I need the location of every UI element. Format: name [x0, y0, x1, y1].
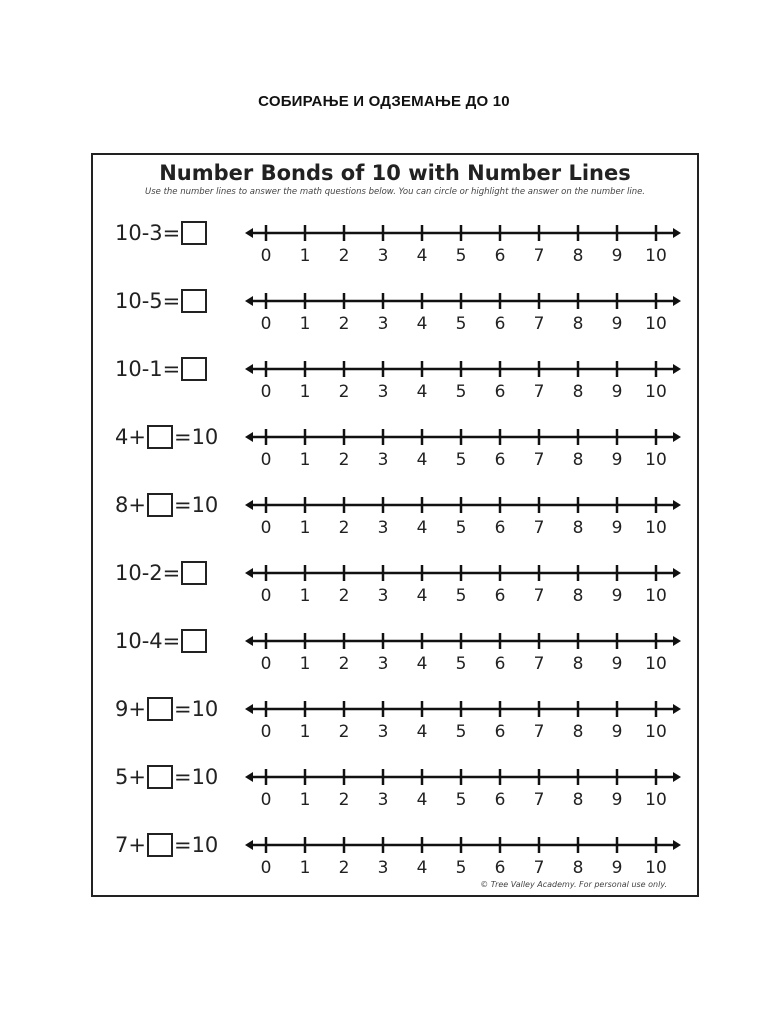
- problem-row: [93, 353, 697, 413]
- tick-label: 5: [455, 586, 467, 606]
- problem-row: [93, 761, 697, 821]
- tick-label: 2: [338, 246, 350, 266]
- arrow-right-icon: [673, 432, 681, 442]
- equation: [115, 285, 208, 317]
- tick-label: 10: [645, 246, 667, 266]
- equation-prefix: 5+: [115, 765, 146, 789]
- tick-label: 4: [416, 722, 428, 742]
- tick-label: 7: [533, 654, 545, 674]
- tick-label: 3: [377, 654, 389, 674]
- tick-label: 5: [455, 382, 467, 402]
- tick-label: 8: [572, 450, 584, 470]
- arrow-left-icon: [245, 364, 253, 374]
- tick-label: 8: [572, 654, 584, 674]
- tick-label: 0: [260, 586, 272, 606]
- number-line: [243, 829, 683, 885]
- problem-row: [93, 285, 697, 345]
- arrow-left-icon: [245, 296, 253, 306]
- tick-label: 7: [533, 450, 545, 470]
- answer-box[interactable]: [181, 561, 207, 585]
- tick-label: 2: [338, 790, 350, 810]
- tick-label: 6: [494, 586, 506, 606]
- tick-label: 7: [533, 722, 545, 742]
- number-line: [243, 693, 683, 749]
- tick-label: 9: [611, 654, 623, 674]
- problem-row: [93, 557, 697, 617]
- equation-prefix: 10-1=: [115, 357, 181, 381]
- arrow-left-icon: [245, 568, 253, 578]
- tick-label: 4: [416, 518, 428, 538]
- equation-prefix: 8+: [115, 493, 146, 517]
- equation: [115, 761, 218, 793]
- tick-label: 0: [260, 654, 272, 674]
- tick-label: 6: [494, 450, 506, 470]
- equation: [115, 353, 208, 385]
- tick-label: 0: [260, 518, 272, 538]
- worksheet-title: Number Bonds of 10 with Number Lines: [159, 161, 631, 185]
- tick-label: 3: [377, 790, 389, 810]
- tick-label: 8: [572, 314, 584, 334]
- tick-label: 0: [260, 858, 272, 878]
- tick-label: 3: [377, 722, 389, 742]
- equation-suffix: =10: [173, 833, 219, 857]
- tick-label: 7: [533, 586, 545, 606]
- tick-label: 6: [494, 722, 506, 742]
- arrow-right-icon: [673, 636, 681, 646]
- tick-label: 3: [377, 246, 389, 266]
- equation-prefix: 4+: [115, 425, 146, 449]
- tick-label: 2: [338, 314, 350, 334]
- tick-label: 1: [299, 722, 311, 742]
- arrow-left-icon: [245, 500, 253, 510]
- tick-label: 9: [611, 246, 623, 266]
- arrow-left-icon: [245, 772, 253, 782]
- tick-label: 4: [416, 382, 428, 402]
- tick-label: 5: [455, 246, 467, 266]
- tick-label: 6: [494, 246, 506, 266]
- tick-label: 5: [455, 790, 467, 810]
- tick-label: 3: [377, 314, 389, 334]
- tick-label: 9: [611, 518, 623, 538]
- tick-label: 1: [299, 518, 311, 538]
- worksheet-footer: © Tree Valley Academy. For personal use only.: [480, 880, 667, 889]
- answer-box[interactable]: [181, 221, 207, 245]
- number-line: [243, 217, 683, 273]
- equation-suffix: =10: [173, 697, 219, 721]
- tick-label: 10: [645, 586, 667, 606]
- tick-label: 2: [338, 450, 350, 470]
- arrow-left-icon: [245, 636, 253, 646]
- equation-prefix: 10-3=: [115, 221, 181, 245]
- tick-label: 1: [299, 246, 311, 266]
- equation: [115, 489, 218, 521]
- number-line: [243, 489, 683, 545]
- equation-prefix: 10-4=: [115, 629, 181, 653]
- arrow-left-icon: [245, 840, 253, 850]
- answer-box[interactable]: [147, 833, 173, 857]
- tick-label: 8: [572, 722, 584, 742]
- tick-label: 10: [645, 314, 667, 334]
- tick-label: 4: [416, 654, 428, 674]
- tick-label: 9: [611, 722, 623, 742]
- tick-label: 1: [299, 450, 311, 470]
- problem-row: [93, 489, 697, 549]
- equation: [115, 829, 218, 861]
- worksheet: [91, 153, 699, 897]
- number-line: [243, 761, 683, 817]
- tick-label: 7: [533, 518, 545, 538]
- tick-label: 10: [645, 450, 667, 470]
- tick-label: 4: [416, 246, 428, 266]
- tick-label: 2: [338, 654, 350, 674]
- answer-box[interactable]: [147, 493, 173, 517]
- tick-label: 8: [572, 790, 584, 810]
- tick-label: 6: [494, 858, 506, 878]
- tick-label: 10: [645, 654, 667, 674]
- tick-label: 10: [645, 790, 667, 810]
- tick-label: 2: [338, 858, 350, 878]
- page-heading: СОБИРАЊЕ И ОДЗЕМАЊЕ ДО 10: [258, 93, 510, 110]
- tick-label: 4: [416, 586, 428, 606]
- tick-label: 1: [299, 314, 311, 334]
- worksheet-instructions: Use the number lines to answer the math questions below. You can circle or highlight the answer on the number line.: [144, 187, 646, 197]
- tick-label: 0: [260, 450, 272, 470]
- tick-label: 9: [611, 586, 623, 606]
- tick-label: 8: [572, 518, 584, 538]
- number-line: [243, 421, 683, 477]
- tick-label: 5: [455, 314, 467, 334]
- tick-label: 6: [494, 654, 506, 674]
- tick-label: 0: [260, 314, 272, 334]
- equation: [115, 625, 208, 657]
- tick-label: 0: [260, 790, 272, 810]
- tick-label: 7: [533, 382, 545, 402]
- tick-label: 2: [338, 382, 350, 402]
- answer-box[interactable]: [147, 425, 173, 449]
- problem-row: [93, 693, 697, 753]
- tick-label: 9: [611, 382, 623, 402]
- tick-label: 4: [416, 450, 428, 470]
- tick-label: 0: [260, 722, 272, 742]
- tick-label: 5: [455, 858, 467, 878]
- tick-label: 1: [299, 858, 311, 878]
- tick-label: 10: [645, 858, 667, 878]
- tick-label: 9: [611, 790, 623, 810]
- number-line: [243, 625, 683, 681]
- tick-label: 3: [377, 858, 389, 878]
- tick-label: 7: [533, 858, 545, 878]
- tick-label: 2: [338, 518, 350, 538]
- tick-label: 3: [377, 518, 389, 538]
- tick-label: 1: [299, 654, 311, 674]
- equation: [115, 557, 208, 589]
- tick-label: 2: [338, 586, 350, 606]
- number-line: [243, 353, 683, 409]
- number-line: [243, 557, 683, 613]
- tick-label: 3: [377, 450, 389, 470]
- tick-label: 10: [645, 722, 667, 742]
- equation-prefix: 7+: [115, 833, 146, 857]
- tick-label: 7: [533, 314, 545, 334]
- arrow-right-icon: [673, 228, 681, 238]
- problem-row: [93, 625, 697, 685]
- equation-suffix: =10: [173, 425, 219, 449]
- arrow-right-icon: [673, 704, 681, 714]
- tick-label: 8: [572, 246, 584, 266]
- tick-label: 1: [299, 790, 311, 810]
- arrow-right-icon: [673, 500, 681, 510]
- arrow-right-icon: [673, 364, 681, 374]
- tick-label: 3: [377, 382, 389, 402]
- tick-label: 9: [611, 450, 623, 470]
- arrow-right-icon: [673, 840, 681, 850]
- answer-box[interactable]: [181, 289, 207, 313]
- tick-label: 4: [416, 790, 428, 810]
- arrow-right-icon: [673, 568, 681, 578]
- equation-suffix: =10: [173, 493, 219, 517]
- arrow-left-icon: [245, 228, 253, 238]
- tick-label: 1: [299, 382, 311, 402]
- problem-row: [93, 217, 697, 277]
- tick-label: 8: [572, 382, 584, 402]
- problem-row: [93, 421, 697, 481]
- tick-label: 2: [338, 722, 350, 742]
- arrow-left-icon: [245, 432, 253, 442]
- tick-label: 5: [455, 654, 467, 674]
- tick-label: 0: [260, 246, 272, 266]
- tick-label: 5: [455, 518, 467, 538]
- tick-label: 5: [455, 450, 467, 470]
- tick-label: 4: [416, 858, 428, 878]
- equation-suffix: =10: [173, 765, 219, 789]
- tick-label: 6: [494, 518, 506, 538]
- tick-label: 7: [533, 790, 545, 810]
- tick-label: 10: [645, 382, 667, 402]
- equation: [115, 421, 218, 453]
- equation: [115, 217, 208, 249]
- equation-prefix: 10-5=: [115, 289, 181, 313]
- tick-label: 0: [260, 382, 272, 402]
- equation-prefix: 9+: [115, 697, 146, 721]
- tick-label: 6: [494, 314, 506, 334]
- equation-prefix: 10-2=: [115, 561, 181, 585]
- tick-label: 9: [611, 314, 623, 334]
- answer-box[interactable]: [147, 765, 173, 789]
- tick-label: 5: [455, 722, 467, 742]
- answer-box[interactable]: [181, 629, 207, 653]
- tick-label: 3: [377, 586, 389, 606]
- tick-label: 8: [572, 858, 584, 878]
- arrow-right-icon: [673, 772, 681, 782]
- answer-box[interactable]: [147, 697, 173, 721]
- answer-box[interactable]: [181, 357, 207, 381]
- tick-label: 6: [494, 382, 506, 402]
- tick-label: 1: [299, 586, 311, 606]
- tick-label: 6: [494, 790, 506, 810]
- tick-label: 8: [572, 586, 584, 606]
- arrow-left-icon: [245, 704, 253, 714]
- number-line: [243, 285, 683, 341]
- tick-label: 9: [611, 858, 623, 878]
- tick-label: 7: [533, 246, 545, 266]
- arrow-right-icon: [673, 296, 681, 306]
- tick-label: 4: [416, 314, 428, 334]
- tick-label: 10: [645, 518, 667, 538]
- equation: [115, 693, 218, 725]
